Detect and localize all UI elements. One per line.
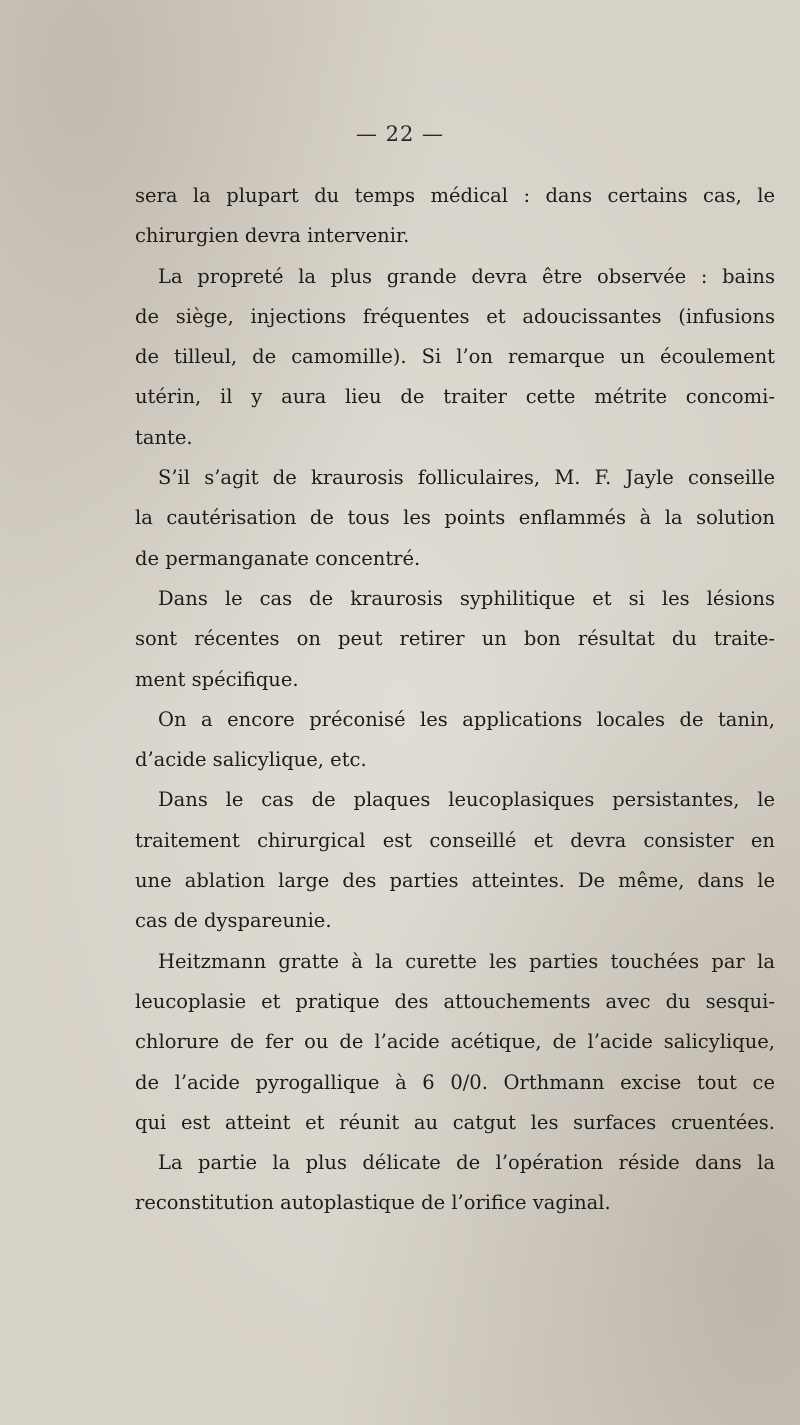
text-line: de permanganate concentré. bbox=[135, 546, 421, 570]
text-line: tante. bbox=[135, 425, 193, 449]
text-line: chirurgien devra intervenir. bbox=[135, 224, 410, 248]
text-line: traitement chirurgical est conseillé et devra consister en bbox=[135, 828, 775, 852]
text-line: de l’acide pyrogallique à 6 0/0. Orthmann excise tout ce bbox=[135, 1070, 775, 1094]
text-line: sont récentes on peut retirer un bon résultat du traite- bbox=[135, 627, 775, 651]
text-line: qui est atteint et réunit au catgut les surfaces cruentées. bbox=[135, 1110, 775, 1134]
text-line: cas de dyspareunie. bbox=[135, 909, 332, 933]
text-line: utérin, il y aura lieu de traiter cette métrite concomi- bbox=[135, 385, 775, 409]
text-line: de tilleul, de camomille). Si l’on remarque un écoulement bbox=[135, 345, 775, 369]
page-number: — 22 — bbox=[355, 122, 445, 146]
text-line: La partie la plus délicate de l’opération réside dans la bbox=[158, 1151, 775, 1175]
text-line: S’il s’agit de kraurosis folliculaires, M. F. Jayle conseille bbox=[158, 466, 775, 490]
body-text bbox=[135, 176, 775, 1224]
text-line: Heitzmann gratte à la curette les parties touchées par la bbox=[158, 949, 775, 973]
text-line: reconstitution autoplastique de l’orifice vaginal. bbox=[135, 1191, 611, 1215]
text-line: la cautérisation de tous les points enflammés à la solution bbox=[135, 506, 775, 530]
text-line: chlorure de fer ou de l’acide acétique, de l’acide salicylique, bbox=[135, 1030, 775, 1054]
text-line: de siège, injections fréquentes et adoucissantes (infusions bbox=[135, 304, 775, 328]
text-line: d’acide salicylique, etc. bbox=[135, 748, 367, 772]
text-line: ment spécifique. bbox=[135, 667, 299, 691]
text-line: On a encore préconisé les applications locales de tanin, bbox=[158, 707, 775, 731]
text-line: une ablation large des parties atteintes. De même, dans le bbox=[135, 869, 775, 893]
text-line: sera la plupart du temps médical : dans certains cas, le bbox=[135, 184, 775, 207]
text-line: leucoplasie et pratique des attouchements avec du sesqui- bbox=[135, 989, 775, 1013]
text-line: Dans le cas de plaques leucoplasiques persistantes, le bbox=[158, 788, 775, 812]
text-line: La propreté la plus grande devra être observée : bains bbox=[158, 264, 775, 288]
text-line: Dans le cas de kraurosis syphilitique et si les lésions bbox=[158, 586, 775, 610]
